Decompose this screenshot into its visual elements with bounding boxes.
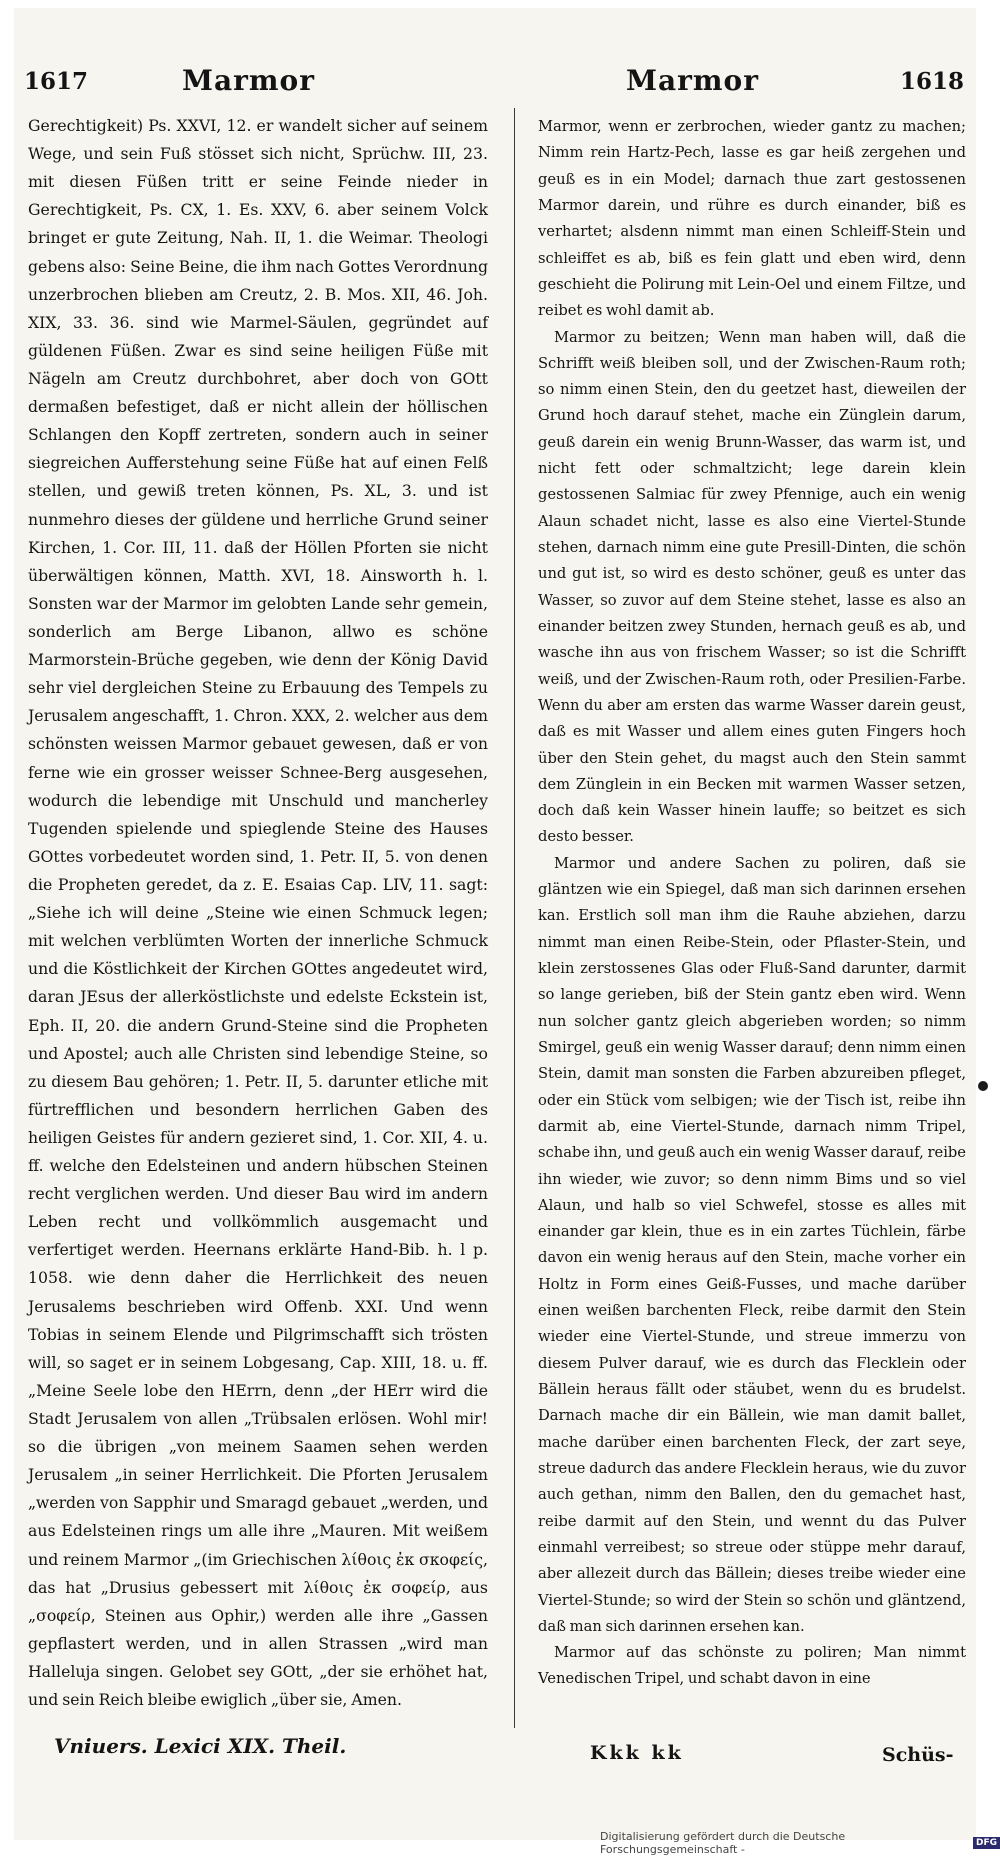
left-page-number: 1617 [24, 68, 89, 95]
column-divider [514, 108, 515, 1728]
catchword: Schüs- [882, 1744, 954, 1766]
left-text-column [28, 112, 488, 1714]
left-paragraph-1: Gerechtigkeit) Ps. XXVI, 12. er wandelt sicher auf seinem Wege, und sein Fuß stösset sich nicht, Sprüchw. III, 23. mit diesen Füßen tritt er seine Feinde nieder in Gerechtigkeit, Ps. CX, 1. Es. XXV, 6. aber seinem Volck bringet er gute Zeitung, Nah. II, 1. die Weimar. Theologi gebens also: Seine Beine, die ihm nach Gottes Verordnung unzerbrochen blieben am Creutz, 2. B. Mos. XII, 46. Joh. XIX, 33. 36. sind wie Marmel-Säulen, gegründet auf güldenen Füßen. Zwar es sind seine heiligen Füße mit Nägeln am Creutz durchbohret, aber doch von GOtt dermaßen befestiget, daß er nicht allein der höllischen Schlangen den Kopff zertreten, sondern auch in seiner siegreichen Aufferstehung seine Füße hat auf einen Felß stellen, und gewiß treten können, Ps. XL, 3. und ist nunmehro dieses der güldene und herrliche Grund seiner Kirchen, 1. Cor. III, 11. daß der Höllen Pforten sie nicht überwältigen können, Matth. XVI, 18. Ainsworth h. l. Sonsten war der Marmor im gelobten Lande sehr gemein, sonderlich am Berge Libanon, allwo es schöne Marmorstein-Brüche gegeben, wie denn der König David sehr viel dergleichen Steine zu Erbauung des Tempels zu Jerusalem angeschafft, 1. Chron. XXX, 2. welcher aus dem schönsten weissen Marmor gebauet gewesen, daß er von ferne wie ein grosser weisser Schnee-Berg ausgesehen, wodurch die lebendige mit Unschuld und mancherley Tugenden spielende und spieglende Steine des Hauses GOttes vorbedeutet worden sind, 1. Petr. II, 5. von denen die Propheten geredet, da z. E. Esaias Cap. LIV, 11. sagt: „Siehe ich will deine „Steine wie einen Schmuck legen; mit welchen verblümten Worten der innerliche Schmuck und die Köstlichkeit der Kirchen GOttes angedeutet wird, daran JEsus der allerköstlichste und edelste Eckstein ist, Eph. II, 20. die andern Grund-Steine sind die Propheten und Apostel; auch alle Christen sind lebendige Steine, so zu diesem Bau gehören; 1. Petr. II, 5. darunter etliche mit fürtrefflichen und besondern herrlichen Gaben des heiligen Geistes für andern gezieret sind, 1. Cor. XII, 4. u. ff. welche den Edelsteinen und andern hübschen Steinen recht verglichen werden. Und dieser Bau wird im andern Leben recht und vollkömmlich ausgemacht und verfertiget werden. Heernans erklärte Hand-Bib. h. l p. 1058. wie denn daher die Herrlichkeit des neuen Jerusalems beschrieben wird Offenb. XXI. Und wenn Tobias in seinem Elende und Pilgrimschafft sich trösten will, so saget er in seinem Lobgesang, Cap. XIII, 18. u. ff. „Meine Seele lobe den HErrn, denn „der HErr wird die Stadt Jerusalem von allen „Trübsalen erlösen. Wohl mir! so die übrigen „von meinem Saamen sehen werden Jerusalem „in seiner Herrlichkeit. Die Pforten Jerusalem „werden von Sapphir und Smaragd gebauet „werden, und aus Edelsteinen rings um alle ihre „Mauren. Mit weißem und reinem Marmor „(im Griechischen λίθοις ἐκ σκοφείς, das hat „Drusius gebessert mit λίθοις ἐκ σοφείρ, aus „σοφείρ, Steinen aus Ophir,) werden alle ihre „Gassen gepflastert werden, und in allen Strassen „wird man Halleluja singen. Gelobet sey GOtt, „der sie erhöhet hat, und sein Reich bleibe ewiglich „über sie, Amen. [28, 116, 488, 1710]
right-text-column [538, 114, 966, 1693]
volume-note: Vniuers. Lexici XIX. Theil. [54, 1734, 347, 1758]
right-page-number: 1618 [900, 68, 965, 95]
credit-text: Digitalisierung gefördert durch die Deutsche Forschungsgemeinschaft - [600, 1830, 846, 1856]
right-paragraph-2: Marmor zu beitzen; Wenn man haben will, daß die Schrifft weiß bleiben soll, und der Zwischen-Raum roth; so nimm einen Stein, den du geetzet hast, dieweilen der Grund hoch darauf stehet, mache ein Zünglein darum, geuß darein ein wenig Brunn-Wasser, das warm ist, und nicht fett oder schmaltzicht; lege darein klein gestossenen Salmiac für zwey Pfennige, auch ein wenig Alaun schadet nicht, lasse es also eine Viertel-Stunde stehen, darnach nimm eine gute Presill-Dinten, die schön und gut ist, so wird es desto schöner, geuß es unter das Wasser, so zuvor auf dem Steine stehet, lasse es also an einander beitzen zwey Stunden, hernach geuß es ab, und wasche ihn aus von frischem Wasser; so ist die Schrifft weiß, und der Zwischen-Raum roth, oder Presilien-Farbe. Wenn du aber am ersten das warme Wasser darein geust, daß es mit Wasser und allem eines guten Fingers hoch über den Stein gehet, du magst auch den Stein sammt dem Zünglein in ein Becken mit warmen Wasser setzen, doch daß kein Wasser hinein lauffe; so beitzet es sich desto besser. [538, 328, 966, 846]
dfg-logo: DFG [973, 1837, 1000, 1849]
left-running-title: Marmor [182, 64, 315, 97]
right-paragraph-4: Marmor auf das schönste zu poliren; Man nimmt Venedischen Tripel, und schabt davon in eine [538, 1644, 966, 1688]
digitization-credit [600, 1830, 1000, 1856]
margin-ink-dot [978, 1081, 988, 1091]
signature-mark: Kkk kk [590, 1742, 684, 1764]
book-page [14, 8, 976, 1840]
right-paragraph-1: Marmor, wenn er zerbrochen, wieder gantz zu machen; Nimm rein Hartz-Pech, lasse es gar heiß zergehen und geuß es in ein Model; darnach thue zart gestossenen Marmor darein, und rühre es durch einander, biß es verhartet; alsdenn nimmt man einen Schleiff-Stein und schleiffet es ab, biß es fein glatt und eben wird, denn geschieht die Polirung mit Lein-Oel und einem Filtze, und reibet es wohl damit ab. [538, 118, 966, 320]
right-paragraph-3: Marmor und andere Sachen zu poliren, daß sie gläntzen wie ein Spiegel, daß man sich darinnen ersehen kan. Erstlich soll man ihm die Rauhe abziehen, darzu nimmt man einen Reibe-Stein, oder Pflaster-Stein, und klein zerstossenes Glas oder Fluß-Sand darunter, darmit so lange gerieben, biß der Stein gantz eben wird. Wenn nun solcher gantz gleich abgerieben worden; so nimm Smirgel, geuß ein wenig Wasser darauf; denn nimm einen Stein, damit man sonsten die Farben abzureiben pfleget, oder ein Stück vom selbigen; wie der Tisch ist, reibe ihn darmit ab, eine Viertel-Stunde, darnach nimm Tripel, schabe ihn, und geuß auch ein wenig Wasser darauf, reibe ihn wieder, wie zuvor; so denn nimm Bims und so viel Alaun, und halb so viel Schwefel, stosse es alles mit einander gar klein, thue es in ein zartes Tüchlein, färbe davon ein wenig heraus auf den Stein, mache vorher ein Holtz in Form eines Geiß-Fusses, und mache darüber einen weißen barchenten Fleck, reibe darmit den Stein wieder eine Viertel-Stunde, und streue immerzu von diesem Pulver darauf, wie es durch das Flecklein oder Bällein heraus fällt oder stäubet, wenn du es brudelst. Darnach mache dir ein Bällein, wie man damit ballet, mache darüber einen barchenten Fleck, der zart seye, streue dadurch das andere Flecklein heraus, wie du zuvor auch gethan, nimm den Ballen, den du gemachet hast, reibe darmit auf den Stein, und wennt du das Pulver einmahl verreibest; so streue oder stüppe mehr darauf, aber allezeit durch das Bällein; dieses treibe wieder eine Viertel-Stunde; so wird der Stein so schön und gläntzend, daß man sich darinnen ersehen kan. [538, 854, 966, 1635]
right-running-title: Marmor [626, 64, 759, 97]
